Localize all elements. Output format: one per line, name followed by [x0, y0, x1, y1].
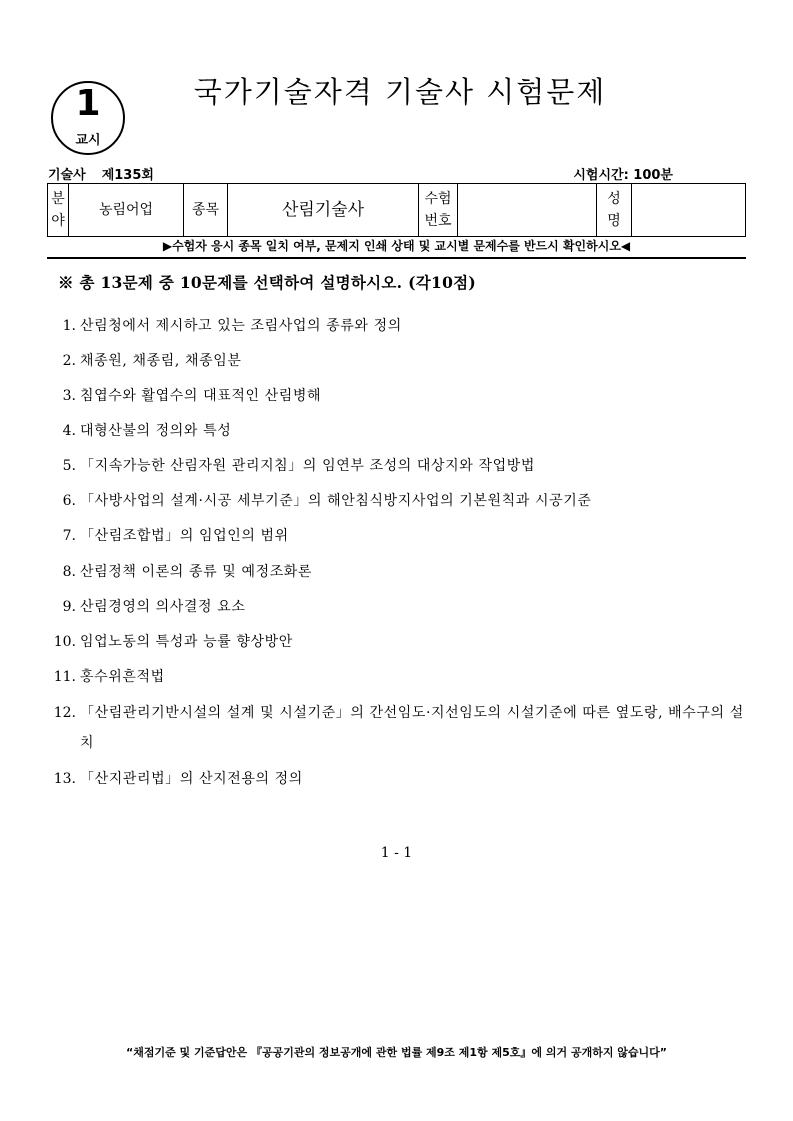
name-label: 성 명: [597, 184, 632, 237]
question-number: 3.: [62, 388, 76, 404]
footer-notice: “채점기준 및 기준답안은 『공공기관의 정보공개에 관한 법률 제9조 제1항 제5호』에 의거 공개하지 않습니다”: [125, 1046, 668, 1059]
exam-info-table: [47, 183, 746, 237]
question-number: 5.: [62, 458, 76, 474]
type-value: 산림기술사: [228, 184, 419, 237]
question-item: [47, 526, 747, 546]
exam-round-line: [48, 164, 154, 183]
divider: [47, 257, 746, 259]
question-number: 1.: [62, 318, 76, 334]
question-number: 7.: [62, 528, 76, 544]
session-number: 1: [75, 83, 101, 124]
question-item: [47, 632, 747, 652]
question-item: [47, 386, 747, 406]
question-text: 「사방사업의 설계·시공 세부기준」의 해안침식방지사업의 기본원칙과 시공기준: [80, 493, 592, 509]
id-label: 수험 번호: [419, 184, 458, 237]
question-number: 8.: [62, 564, 76, 580]
question-number: 4.: [62, 423, 76, 439]
question-text: 대형산불의 정의와 특성: [80, 423, 232, 439]
exam-category: 기술사: [48, 168, 86, 183]
question-item: [47, 562, 747, 582]
id-value: [458, 184, 597, 237]
instruction: ※ 총 13문제 중 10문제를 선택하여 설명하시오. (각10점): [58, 273, 477, 292]
question-number: 9.: [62, 599, 76, 615]
question-item: [47, 597, 747, 617]
question-text: 침엽수와 활엽수의 대표적인 산림병해: [80, 388, 322, 404]
question-text: 채종원, 채종림, 채종임분: [80, 353, 242, 369]
question-text: 산림경영의 의사결정 요소: [80, 599, 246, 615]
question-text: 산림청에서 제시하고 있는 조림사업의 종류와 정의: [80, 318, 402, 334]
question-text: 산림정책 이론의 종류 및 예정조화론: [80, 564, 313, 580]
question-text: 「지속가능한 산림자원 관리지침」의 임연부 조성의 대상지와 작업방법: [80, 458, 535, 474]
question-number: 10.: [53, 634, 76, 650]
notice-line: ▶수험자 응시 종목 일치 여부, 문제지 인쇄 상태 및 교시별 문제수를 반드시 확인하시오◀: [162, 239, 631, 253]
question-item: [47, 351, 747, 371]
page-title: 국가기술자격 기술사 시험문제: [193, 75, 607, 109]
question-text: 「산림조합법」의 임업인의 범위: [80, 528, 289, 544]
question-number: 12.: [53, 705, 76, 721]
name-value: [632, 184, 746, 237]
question-text: 홍수위흔적법: [80, 669, 165, 685]
question-item: [47, 456, 747, 476]
question-text: 임업노동의 특성과 능률 향상방안: [80, 634, 293, 650]
exam-round: 제135회: [101, 168, 154, 183]
session-label: 교시: [75, 133, 101, 148]
question-number: 2.: [62, 353, 76, 369]
question-item: [47, 491, 747, 511]
page-number: 1 - 1: [380, 845, 413, 861]
exam-time: 시험시간: 100분: [573, 168, 673, 183]
question-item: [47, 421, 747, 441]
question-item: [47, 667, 747, 687]
question-text: 「산림관리기반시설의 설계 및 시설기준」의 간선임도·지선임도의 시설기준에 따른 옆도랑, 배수구의 설치: [80, 705, 744, 751]
type-label: 종목: [184, 184, 228, 237]
field-label: 분 야: [48, 184, 69, 237]
question-text: 「산지관리법」의 산지전용의 정의: [80, 771, 303, 787]
question-item: [47, 316, 747, 336]
question-number: 6.: [62, 493, 76, 509]
question-item: [47, 703, 747, 751]
question-number: 11.: [53, 669, 76, 685]
question-item: [47, 769, 747, 789]
field-value: 농림어업: [69, 184, 184, 237]
question-number: 13.: [53, 771, 76, 787]
